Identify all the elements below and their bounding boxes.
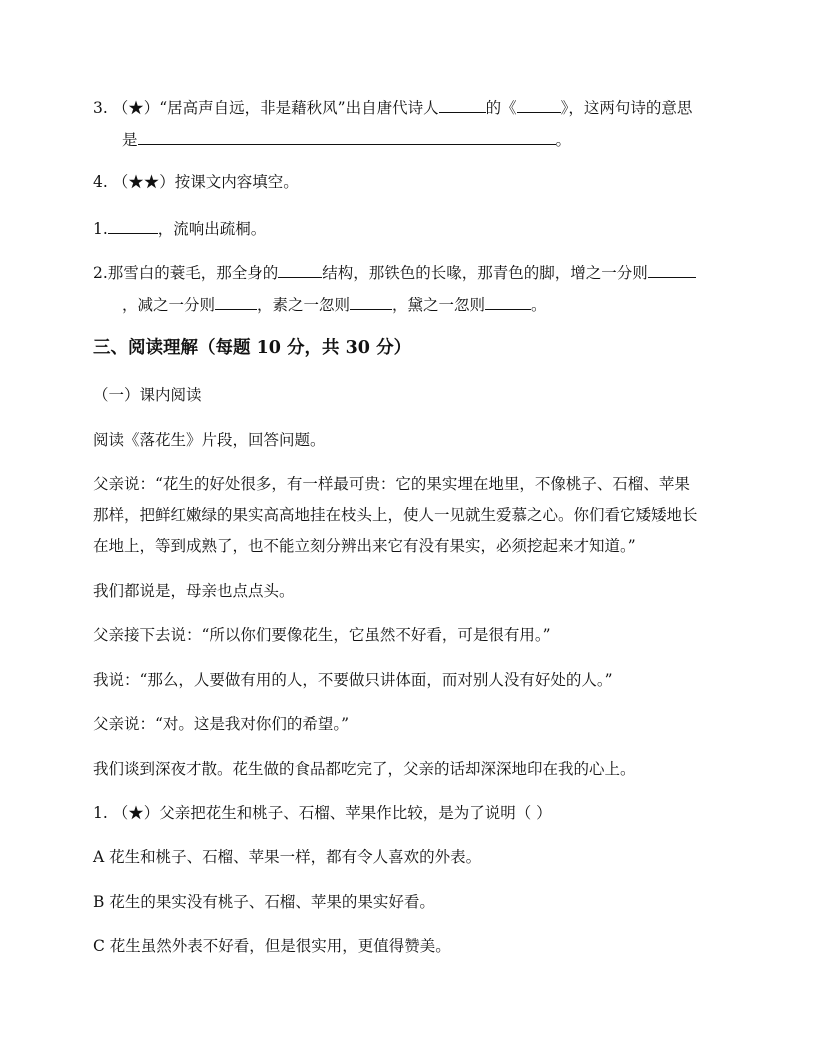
q4-item2-add-blank[interactable] — [648, 260, 696, 278]
reading-intro: 阅读《落花生》片段，回答问题。 — [93, 431, 326, 449]
q3-line2 — [122, 127, 571, 151]
q3-line1 — [93, 95, 692, 119]
reading-q1-option-b[interactable]: B 花生的果实没有桃子、石榴、苹果的果实好看。 — [93, 893, 435, 911]
q4-item2-line2 — [122, 292, 547, 316]
q3-text-b: 的《 — [485, 99, 517, 117]
q3-poem-title-blank[interactable] — [517, 95, 561, 113]
q3-meaning-blank[interactable] — [138, 127, 556, 145]
reading-q1-option-a[interactable]: A 花生和桃子、石榴、苹果一样，都有令人喜欢的外表。 — [93, 848, 482, 866]
passage-para4: 我说：“那么，人要做有用的人，不要做只讲体面，而对别人没有好处的人。” — [93, 671, 613, 689]
reading-q1: 1. （★）父亲把花生和桃子、石榴、苹果作比较，是为了说明（ ） — [93, 804, 552, 822]
q3-poet-blank[interactable] — [439, 95, 486, 113]
passage-para3: 父亲接下去说：“所以你们要像花生，它虽然不好看，可是很有用。” — [93, 626, 551, 644]
section3-subheading: （一）课内阅读 — [93, 386, 202, 404]
q4-item2-white-blank[interactable] — [350, 292, 392, 310]
q4-item2-structure-blank[interactable] — [278, 260, 322, 278]
q4-number: 4. — [93, 173, 108, 191]
q3-text-c: 》，这两句诗的意思 — [560, 99, 693, 117]
q4-item2-text-c: ，减之一分则 — [122, 296, 216, 314]
q4-item1 — [93, 216, 266, 240]
q4-item2-dark-blank[interactable] — [485, 292, 531, 310]
passage-para5: 父亲说：“对。这是我对你们的希望。” — [93, 715, 350, 733]
passage-para6: 我们谈到深夜才散。花生做的食品都吃完了，父亲的话却深深地印在我的心上。 — [93, 760, 636, 778]
q4-item2-text-e: ，黛之一忽则 — [392, 296, 486, 314]
q3-star-rating: （★） — [112, 99, 160, 117]
q4-item1-blank[interactable] — [108, 216, 158, 234]
q3-text-a: “居高声自远，非是藉秋风”出自唐代诗人 — [159, 99, 439, 117]
q4-line — [93, 171, 299, 193]
q4-item2-text-b: 结构，那铁色的长喙，那青色的脚，增之一分则 — [322, 264, 648, 282]
q4-star-rating: （★★） — [112, 173, 175, 191]
q3-number: 3. — [93, 99, 108, 117]
q4-item1-number: 1. — [93, 220, 108, 238]
q3-line2-prefix: 是 — [122, 131, 138, 149]
reading-q1-option-c[interactable]: C 花生虽然外表不好看，但是很实用，更值得赞美。 — [93, 937, 451, 955]
passage-para1-line2: 那样，把鲜红嫩绿的果实高高地挂在枝头上，使人一见就生爱慕之心。你们看它矮矮地长 — [93, 506, 698, 524]
q4-item2-text-d: ，素之一忽则 — [257, 296, 351, 314]
q4-item1-text: ，流响出疏桐。 — [157, 220, 267, 238]
q4-item2-line1 — [93, 260, 696, 284]
passage-para1-line3: 在地上，等到成熟了，也不能立刻分辨出来它有没有果实，必须挖起来才知道。” — [93, 537, 636, 555]
passage-para1-line1: 父亲说：“花生的好处很多，有一样最可贵：它的果实埋在地里，不像桃子、石榴、苹果 — [93, 475, 690, 493]
section3-title: 三、阅读理解 — [93, 338, 198, 358]
section3-heading — [93, 337, 411, 359]
section3-score-note: （每题 10 分，共 30 分） — [198, 338, 412, 358]
q4-item2-text-f: 。 — [531, 296, 547, 314]
q4-item2-reduce-blank[interactable] — [215, 292, 257, 310]
q3-line2-end: 。 — [555, 131, 572, 149]
q4-item2-text-a: 2.那雪白的蓑毛，那全身的 — [93, 264, 279, 282]
q4-text: 按课文内容填空。 — [174, 173, 299, 191]
passage-para2: 我们都说是，母亲也点点头。 — [93, 582, 295, 600]
